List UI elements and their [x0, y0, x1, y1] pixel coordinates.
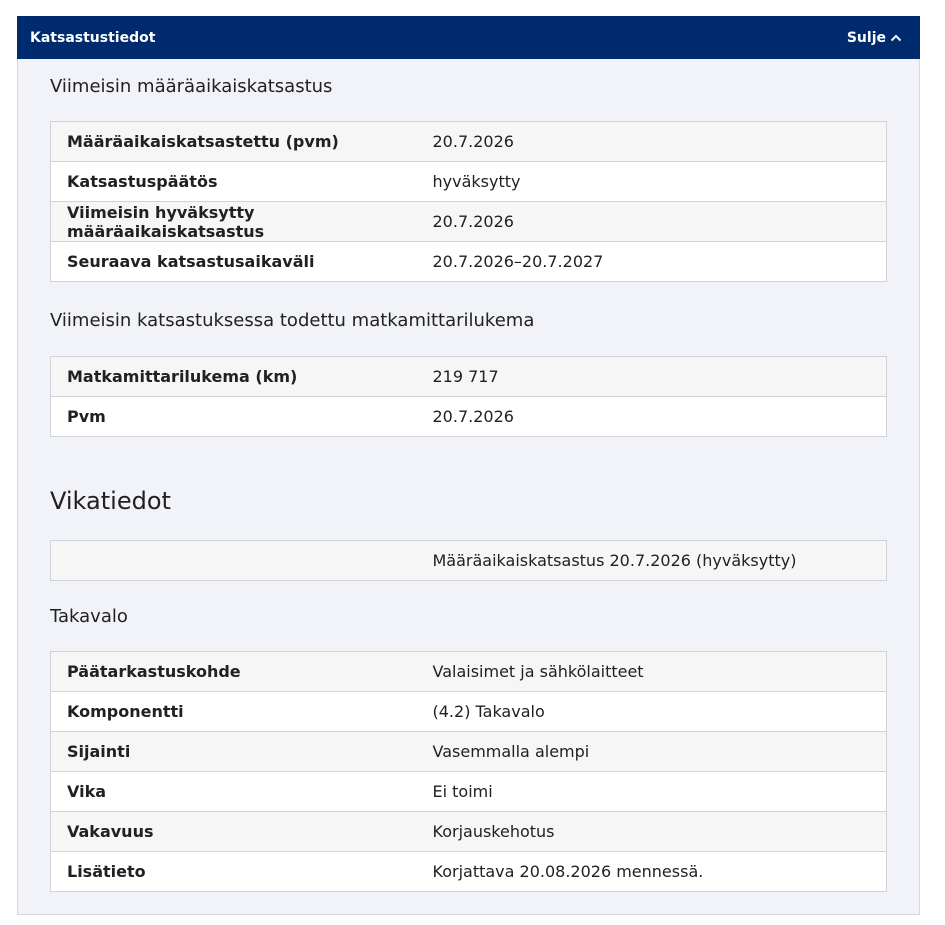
faults-heading: Vikatiedot	[50, 487, 171, 515]
row-value: 219 717	[417, 357, 887, 397]
row-label: Päätarkastuskohde	[51, 652, 417, 692]
row-label: Viimeisin hyväksytty määräaikaiskatsastus	[51, 202, 417, 242]
row-value: hyväksytty	[417, 162, 887, 202]
row-label: Komponentti	[51, 692, 417, 732]
fault-details-table	[50, 651, 887, 892]
row-value: (4.2) Takavalo	[417, 692, 887, 732]
row-label: Seuraava katsastusaikaväli	[51, 242, 417, 282]
row-value: Vasemmalla alempi	[417, 732, 887, 772]
chevron-up-icon	[890, 34, 902, 42]
table-row	[51, 202, 887, 242]
row-label: Katsastuspäätös	[51, 162, 417, 202]
table-row	[51, 812, 887, 852]
table-row	[51, 852, 887, 892]
inspection-panel	[17, 16, 920, 915]
row-label: Sijainti	[51, 732, 417, 772]
row-label	[51, 541, 417, 581]
row-label: Vakavuus	[51, 812, 417, 852]
table-row	[51, 732, 887, 772]
row-value: 20.7.2026	[417, 397, 887, 437]
row-value: Valaisimet ja sähkölaitteet	[417, 652, 887, 692]
row-value: Korjattava 20.08.2026 mennessä.	[417, 852, 887, 892]
close-button-label: Sulje	[846, 29, 886, 46]
fault-item-heading: Takavalo	[50, 606, 128, 627]
panel-header	[17, 16, 920, 59]
table-row	[51, 652, 887, 692]
row-value: 20.7.2026	[417, 202, 887, 242]
table-row	[51, 397, 887, 437]
row-value: 20.7.2026–20.7.2027	[417, 242, 887, 282]
inspection-table	[50, 121, 887, 282]
row-label: Pvm	[51, 397, 417, 437]
row-value: Ei toimi	[417, 772, 887, 812]
row-value: Määräaikaiskatsastus 20.7.2026 (hyväksytty)	[417, 541, 887, 581]
row-label: Matkamittarilukema (km)	[51, 357, 417, 397]
odometer-table	[50, 356, 887, 437]
table-row	[51, 242, 887, 282]
odometer-heading: Viimeisin katsastuksessa todettu matkamittarilukema	[50, 310, 535, 331]
row-value: 20.7.2026	[417, 122, 887, 162]
row-value: Korjauskehotus	[417, 812, 887, 852]
table-row	[51, 357, 887, 397]
table-row	[51, 772, 887, 812]
row-label: Määräaikaiskatsastettu (pvm)	[51, 122, 417, 162]
row-label: Vika	[51, 772, 417, 812]
table-row	[51, 162, 887, 202]
fault-summary-table	[50, 540, 887, 581]
table-row	[51, 122, 887, 162]
panel-title: Katsastustiedot	[30, 29, 156, 46]
table-row	[51, 541, 887, 581]
row-label: Lisätieto	[51, 852, 417, 892]
close-button[interactable]	[847, 30, 902, 46]
table-row	[51, 692, 887, 732]
inspection-heading: Viimeisin määräaikaiskatsastus	[50, 76, 333, 97]
